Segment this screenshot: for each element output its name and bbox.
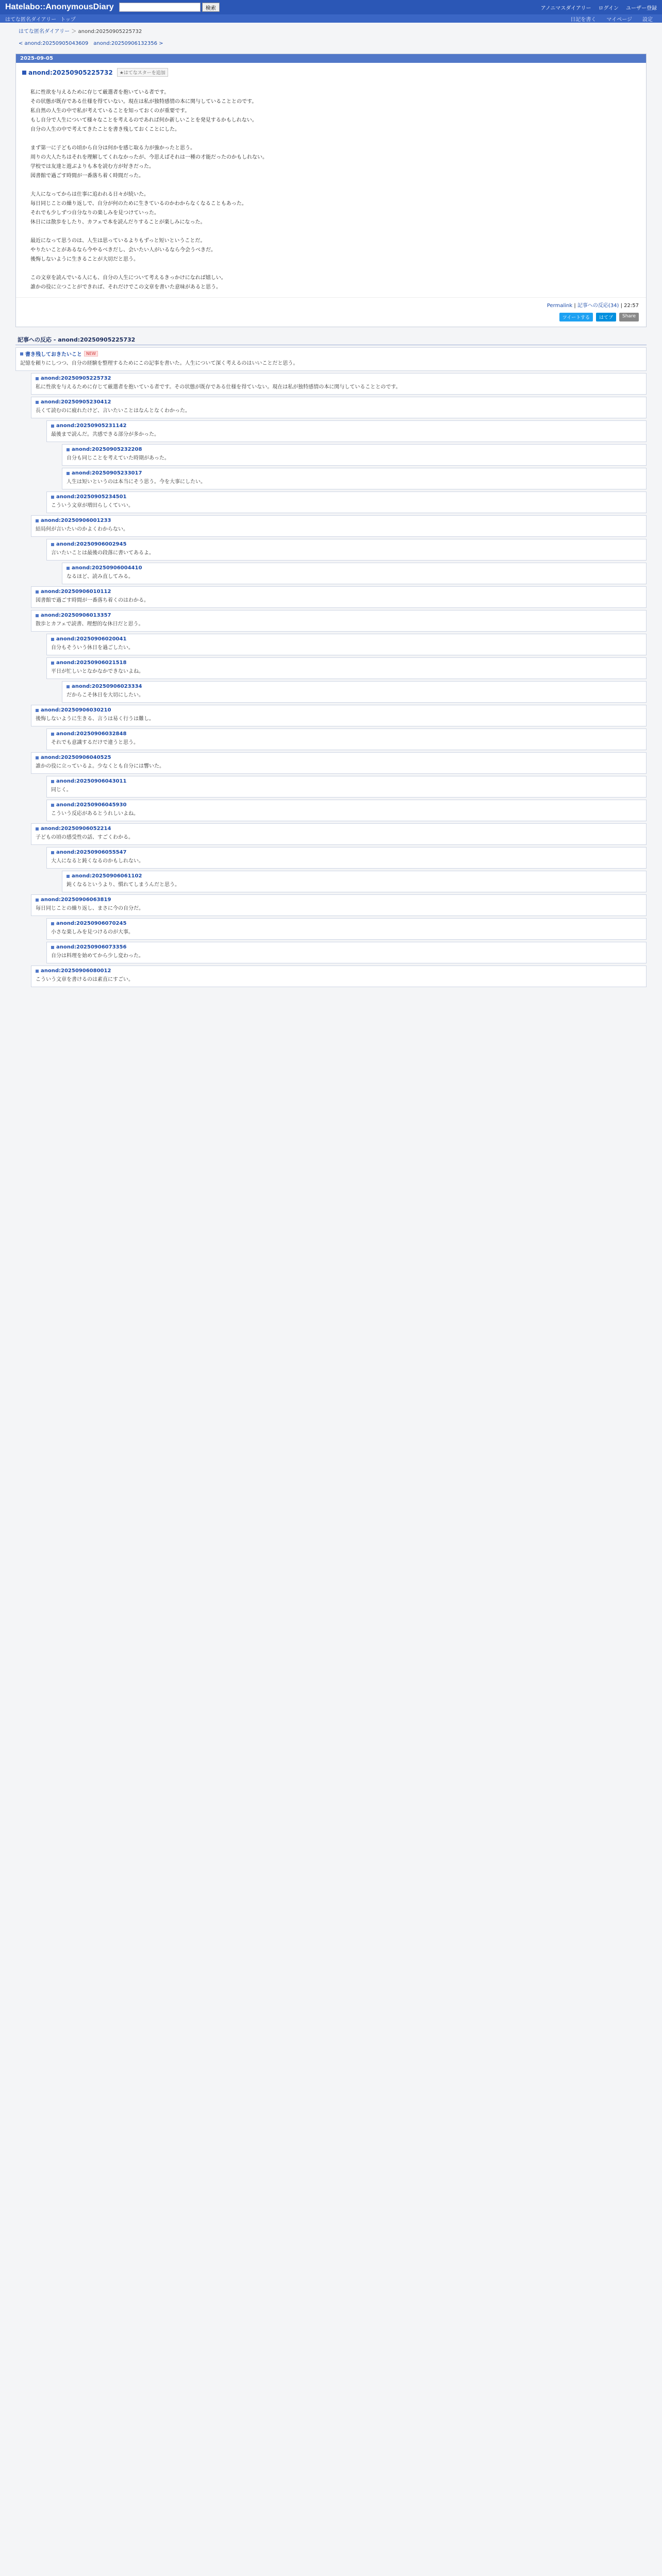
trackback-excerpt: 誰かの役に立っているよ。少なくとも自分には響いた。 (36, 764, 164, 769)
share-button[interactable]: Share (619, 313, 639, 321)
square-bullet-icon (51, 922, 54, 925)
trackback-excerpt: 人生は短いというのは本当にそう思う。今を大事にしたい。 (67, 479, 206, 485)
entry-paragraph: 私に性欲を与えるために存じて厳選者を抱いている者です。 (30, 90, 170, 95)
trackback-title-row (51, 423, 642, 429)
trackback-link[interactable]: anond:20250905225732 (41, 376, 111, 381)
top-link-login[interactable]: ログイン (598, 5, 619, 11)
entry-paragraph: 毎日同じことの繰り返しで、自分が何のために生きているのかわからなくなることもあった。 (30, 201, 247, 207)
trackback-title-row (51, 494, 642, 500)
tweet-button[interactable]: ツイートする (559, 313, 593, 321)
trackback-node (31, 752, 647, 821)
entry-paragraph: もし自分で人生について様々なことを考えるのであれば何か新しいことを発見するかもしれない。 (30, 117, 257, 123)
prev-entry-link[interactable]: < anond:20250905043609 (19, 41, 89, 46)
trackback-children (46, 728, 647, 750)
day-header: 2025-09-05 (16, 54, 646, 63)
trackback-title-row (67, 873, 642, 879)
trackback-title-row (51, 778, 642, 784)
trackback-node (31, 515, 647, 584)
trackback-children (31, 373, 647, 987)
breadcrumb-sep: ＞ (71, 29, 77, 35)
trackback-link[interactable]: anond:20250906030210 (41, 707, 111, 713)
trackback-children (46, 918, 647, 963)
breadcrumb-current: anond:20250905225732 (78, 29, 142, 35)
trackback-link[interactable]: anond:20250905232208 (72, 447, 142, 452)
entry-title[interactable]: anond:20250905225732 (28, 69, 113, 76)
trackback-excerpt: なるほど、読み直してみる。 (67, 574, 134, 580)
entry-paragraph: その状態が既存である仕様を得ていない。現在は私が独特感情の本に関与していることとのです。 (30, 99, 257, 105)
subbar-settings[interactable]: 設定 (642, 16, 653, 23)
square-bullet-icon (51, 496, 54, 499)
square-bullet-icon (36, 519, 39, 522)
trackback-node (46, 776, 647, 798)
trackback-card (46, 776, 647, 798)
trackback-excerpt: 自分も同じことを考えていた時期があった。 (67, 455, 170, 461)
entry-paragraph: まず第一に子どもの頃から自分は何かを感じ取る力が強かったと思う。 (30, 145, 195, 151)
trackback-node (46, 942, 647, 963)
trackback-excerpt: 毎日同じことの繰り返し、まさに今の自分だ。 (36, 906, 144, 911)
entry-body (16, 79, 646, 297)
trackback-card (31, 705, 647, 726)
trackback-excerpt: だからこそ休日を大切にしたい。 (67, 692, 144, 698)
trackback-card (31, 894, 647, 916)
trackback-link[interactable]: anond:20250906063819 (41, 897, 111, 903)
trackback-node (31, 965, 647, 987)
trackback-excerpt: 自分もそういう休日を過ごしたい。 (51, 645, 134, 651)
trackback-children (46, 776, 647, 821)
trackback-title-row (51, 802, 642, 808)
square-bullet-icon (51, 638, 54, 641)
trackback-excerpt: 散歩とカフェで読書、理想的な休日だと思う。 (36, 621, 144, 627)
top-link-diary[interactable]: アノニマスダイアリー (540, 5, 591, 11)
square-bullet-icon (36, 709, 39, 712)
square-bullet-icon (67, 875, 70, 878)
trackback-title-row (67, 447, 642, 452)
trackback-node (31, 397, 647, 513)
trackback-link[interactable]: anond:20250905230412 (41, 399, 111, 405)
trackback-children (62, 681, 647, 703)
trackback-title-row (51, 660, 642, 666)
trackback-link[interactable]: anond:20250906013357 (41, 613, 111, 618)
trackback-card (46, 800, 647, 821)
trackback-title-row (36, 826, 642, 832)
trackback-node (62, 871, 647, 892)
entry-paragraph: 学校では友達と遊ぶよりも本を読む方が好きだった。 (30, 164, 154, 170)
square-bullet-icon (67, 448, 70, 451)
trackback-children (46, 847, 647, 892)
trackback-card (46, 492, 647, 513)
trackback-children (46, 539, 647, 584)
trackback-title-row (36, 518, 642, 523)
trackback-node (46, 657, 647, 703)
square-bullet-icon (51, 662, 54, 665)
trackback-card (62, 468, 647, 489)
trackback-link[interactable]: anond:20250906010112 (41, 589, 111, 595)
trackback-excerpt: 私に性欲を与えるために存じて厳選者を抱いている者です。その状態が既存である仕様を得ていない。現在は私が独特感情の本に関与していることとのです。 (36, 384, 401, 390)
add-star-button[interactable]: ★はてなスターを追加 (117, 68, 168, 77)
top-links (541, 4, 657, 11)
trackback-card (62, 444, 647, 466)
trackback-card (62, 681, 647, 703)
trackback-title-row (51, 850, 642, 855)
trackback-node (31, 373, 647, 395)
content (15, 54, 647, 987)
trackback-link[interactable]: anond:20250906045930 (56, 802, 127, 808)
trackback-children (46, 420, 647, 513)
entry-paragraph: この文章を読んでいる人にも、自分の人生について考えるきっかけになれば嬉しい。 (30, 275, 226, 281)
trackback-card (31, 752, 647, 774)
trackback-excerpt: 記憶を頼りにしつつ、自分の経験を整理するためにこの記事を書いた。人生について深く考えるのはいいことだと思う。 (20, 361, 299, 366)
trackback-title-row (20, 350, 642, 358)
square-bullet-icon (36, 614, 39, 617)
trackback-node (31, 705, 647, 750)
paragraph-gap (30, 134, 632, 144)
entry-paragraph: 周りの大人たちはそれを理解してくれなかったが、今思えばそれは一種の才能だったのかもしれない。 (30, 155, 268, 160)
entry-nav (0, 39, 662, 48)
trackback-node (15, 347, 647, 987)
trackback-card (31, 373, 647, 395)
entry-paragraph: それでも少しずつ自分なりの楽しみを見つけていった。 (30, 210, 159, 216)
trackback-title-row (36, 376, 642, 381)
trackback-link[interactable]: anond:20250906040525 (41, 755, 111, 760)
square-bullet-icon (36, 590, 39, 594)
trackback-link[interactable]: anond:20250906043011 (56, 778, 127, 784)
trackback-card (46, 728, 647, 750)
trackback-node (31, 586, 647, 608)
trackback-card (46, 420, 647, 442)
next-entry-link[interactable]: anond:20250906132356 > (93, 41, 163, 46)
square-bullet-icon (67, 685, 70, 688)
trackback-excerpt: それでも意識するだけで違うと思う。 (51, 740, 139, 745)
square-bullet-icon (36, 377, 39, 380)
trackback-node (46, 492, 647, 513)
square-bullet-icon (67, 567, 70, 570)
trackback-card (46, 657, 647, 679)
subbar-right (570, 15, 657, 23)
trackback-card (31, 823, 647, 845)
search-form (119, 3, 220, 12)
trackback-link[interactable]: anond:20250906070245 (56, 921, 127, 926)
entry-paragraph: やりたいことがあるなら今やるべきだし、会いたい人がいるなら今会うべきだ。 (30, 247, 216, 253)
trackback-excerpt: 子どもの頃の感受性の話、すごくわかる。 (36, 835, 134, 840)
hatebu-button[interactable]: はてブ (596, 313, 616, 321)
square-bullet-icon (36, 827, 39, 831)
square-bullet-icon (51, 733, 54, 736)
entry-paragraph: 私自然の人生の中で私が考えていることを知っておくのが重要です。 (30, 108, 190, 114)
trackback-excerpt: 大人になると鈍くなるのかもしれない。 (51, 858, 144, 864)
trackback-title-row (51, 944, 642, 950)
trackback-link[interactable]: anond:20250906004410 (72, 565, 142, 571)
trackback-children (46, 634, 647, 703)
square-icon (22, 71, 26, 75)
trackback-excerpt: こういう文章を書けるのは素直にすごい。 (36, 977, 134, 982)
trackback-excerpt: 言いたいことは最後の段落に書いてあるよ。 (51, 550, 154, 556)
breadcrumb-root[interactable]: はてな匿名ダイアリー (19, 29, 70, 35)
trackback-excerpt: 鈍くなるというより、慣れてしまうんだと思う。 (67, 882, 180, 888)
entry-footer: Permalink | 記事への反応(34) | 22:57 (16, 297, 646, 312)
trackback-link[interactable]: 書き残しておきたいこと (25, 352, 82, 358)
entry-title-row (16, 63, 646, 79)
trackback-card (46, 918, 647, 940)
trackback-title-row (67, 565, 642, 571)
trackback-node (46, 539, 647, 584)
trackback-link[interactable]: anond:20250906080012 (41, 968, 111, 974)
trackback-excerpt: こういう反応があるとうれしいよね。 (51, 811, 139, 817)
trackback-title-row (36, 755, 642, 760)
square-bullet-icon (51, 780, 54, 783)
trackback-link[interactable]: anond:20250906032848 (56, 731, 127, 737)
square-bullet-icon (51, 851, 54, 854)
trackback-link[interactable]: anond:20250906052214 (41, 826, 111, 832)
article (15, 54, 647, 327)
trackback-excerpt: 最後まで読んだ。共感できる部分が多かった。 (51, 432, 159, 437)
trackback-link[interactable]: anond:20250906001233 (41, 518, 111, 523)
trackback-children (62, 563, 647, 584)
trackback-node (62, 444, 647, 466)
square-bullet-icon (36, 756, 39, 759)
trackback-header: 記事への反応 - anond:20250905225732 (15, 334, 647, 345)
trackback-card (31, 965, 647, 987)
trackback-link[interactable]: anond:20250905234501 (56, 494, 127, 500)
trackback-link[interactable]: anond:20250905233017 (72, 470, 142, 476)
sub-bar (0, 14, 662, 23)
paragraph-gap (30, 227, 632, 236)
trackback-tree (15, 347, 647, 987)
square-bullet-icon (36, 401, 39, 404)
entry-paragraph: 自分の人生の中で考えてきたことを書き残しておくことにした。 (30, 127, 180, 132)
search-input[interactable] (119, 3, 201, 12)
top-bar (0, 0, 662, 14)
trackback-node (46, 847, 647, 892)
trackback-excerpt: 図書館で過ごす時間が一番落ち着くのはわかる。 (36, 598, 149, 603)
trackback-link[interactable]: anond:20250906061102 (72, 873, 142, 879)
entry-paragraph: 後悔しないように生きることが大切だと思う。 (30, 257, 139, 262)
trackback-node (31, 610, 647, 703)
entry-paragraph: 最近になって思うのは、人生は思っているよりもずっと短いということだ。 (30, 238, 206, 244)
trackback-title-row (36, 589, 642, 595)
breadcrumb (0, 23, 662, 39)
trackback-node (46, 728, 647, 750)
trackback-node (46, 800, 647, 821)
top-link-register[interactable]: ユーザー登録 (626, 5, 657, 11)
trackback-card (46, 847, 647, 869)
entry-time: 22:57 (624, 303, 639, 309)
share-buttons (16, 312, 646, 327)
square-bullet-icon (20, 352, 23, 355)
square-bullet-icon (51, 804, 54, 807)
trackback-card (46, 634, 647, 655)
trackback-excerpt: 自分は料理を始めてから少し変わった。 (51, 953, 144, 959)
square-bullet-icon (51, 946, 54, 949)
search-button[interactable]: 検索 (202, 3, 220, 12)
trackback-excerpt: 後悔しないように生きる、言うは易く行うは難し。 (36, 716, 154, 722)
trackback-card (15, 347, 647, 371)
square-bullet-icon (51, 543, 54, 546)
trackback-title-row (51, 541, 642, 547)
trackback-node (31, 823, 647, 892)
new-badge: NEW (84, 351, 98, 357)
trackback-title-row (51, 921, 642, 926)
trackback-title-row (36, 897, 642, 903)
trackback-excerpt: 結局何が言いたいのかよくわからない。 (36, 527, 128, 532)
entry-paragraph: 休日には散歩をしたり、カフェで本を読んだりすることが楽しみになった。 (30, 219, 206, 225)
entry-paragraph: 図書館で過ごす時間が一番落ち着く時間だった。 (30, 173, 144, 179)
square-bullet-icon (36, 899, 39, 902)
trackback-title-row (51, 636, 642, 642)
site-logo[interactable]: Hatelabo::AnonymousDiary (5, 3, 114, 11)
trackback-link[interactable]: anond:20250906021518 (56, 660, 127, 666)
trackback-card (46, 539, 647, 561)
trackback-link[interactable]: anond:20250905231142 (56, 423, 127, 429)
trackback-node (62, 681, 647, 703)
trackback-title-row (51, 731, 642, 737)
trackback-card (46, 942, 647, 963)
subbar-mypage[interactable]: マイページ (606, 16, 632, 23)
trackback-node (46, 918, 647, 940)
subbar-write[interactable]: 日記を書く (570, 16, 597, 23)
entry-paragraph: 大人になってからは仕事に追われる日々が続いた。 (30, 192, 149, 197)
trackback-link[interactable]: anond:20250906002945 (56, 541, 127, 547)
trackback-card (62, 871, 647, 892)
trackback-title-row (36, 399, 642, 405)
trackback-excerpt: 平日が忙しいとなかなかできないよね。 (51, 669, 144, 674)
trackback-link[interactable]: anond:20250906020041 (56, 636, 127, 642)
trackback-excerpt: 小さな楽しみを見つけるのが大事。 (51, 929, 134, 935)
paragraph-gap (30, 181, 632, 190)
trackback-children (62, 444, 647, 489)
trackback-card (31, 397, 647, 418)
trackback-link[interactable]: anond:20250906023334 (72, 684, 142, 689)
paragraph-gap (30, 264, 632, 274)
trackback-title-row (36, 968, 642, 974)
permalink[interactable]: Permalink (547, 303, 573, 309)
trackback-title-row (67, 684, 642, 689)
trackback-title-row (36, 707, 642, 713)
square-bullet-icon (51, 425, 54, 428)
trackback-title-row (67, 470, 642, 476)
square-bullet-icon (67, 472, 70, 475)
trackback-node (46, 420, 647, 489)
trackback-link[interactable]: anond:20250906073356 (56, 944, 127, 950)
trackback-card (62, 563, 647, 584)
reaction-count-link[interactable]: 記事への反応(34) (577, 303, 619, 309)
trackback-node (31, 894, 647, 963)
trackback-excerpt: 長くて読むのに疲れたけど、言いたいことはなんとなくわかった。 (36, 408, 190, 414)
trackback-card (31, 610, 647, 632)
square-bullet-icon (36, 970, 39, 973)
trackback-node (62, 563, 647, 584)
trackback-title-row (36, 613, 642, 618)
trackback-link[interactable]: anond:20250906055547 (56, 850, 127, 855)
entry-paragraph: 誰かの役に立つことができれば、それだけでこの文章を書いた意味があると思う。 (30, 284, 221, 290)
trackback-node (46, 634, 647, 655)
trackback-excerpt: こういう文章が増田らしくていい。 (51, 503, 134, 509)
trackback-node (62, 468, 647, 489)
trackback-excerpt: 同じく。 (51, 787, 72, 793)
subbar-anond[interactable]: はてな匿名ダイアリー (5, 16, 57, 23)
trackback-card (31, 515, 647, 537)
trackback-children (62, 871, 647, 892)
trackback-card (31, 586, 647, 608)
subbar-top[interactable]: トップ (60, 16, 76, 23)
